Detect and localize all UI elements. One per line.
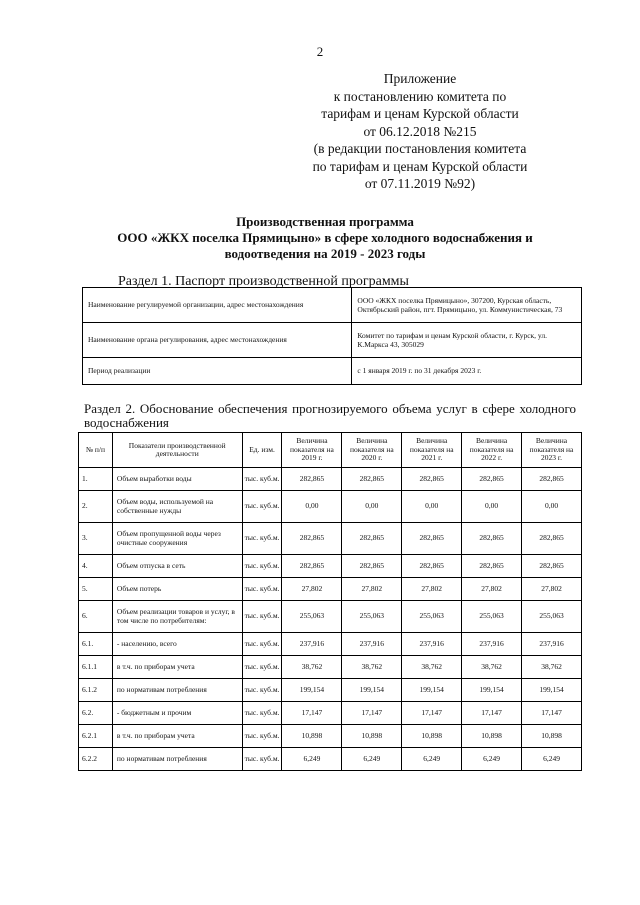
passport-label: Период реализации <box>83 358 352 385</box>
row-value-2023: 0,00 <box>522 491 582 523</box>
section-1-heading: Раздел 1. Паспорт производственной программы <box>118 274 409 289</box>
passport-value: ООО «ЖКХ поселка Прямицыно», 307200, Курская область, Октябрьский район, пгт. Прямицыно, ул. Коммунистическая, 73 <box>352 288 582 323</box>
row-indicator-name: по нормативам потребления <box>112 679 242 702</box>
table-row <box>79 633 582 656</box>
table-row <box>79 656 582 679</box>
row-value-2020: 282,865 <box>342 523 402 555</box>
row-value-2022: 17,147 <box>462 702 522 725</box>
appendix-line: от 07.11.2019 №92) <box>364 176 476 191</box>
row-indicator-name: - бюджетным и прочим <box>112 702 242 725</box>
row-unit: тыс. куб.м. <box>242 468 282 491</box>
row-unit: тыс. куб.м. <box>242 578 282 601</box>
title-line: Производственная программа <box>236 214 414 229</box>
table-row <box>79 601 582 633</box>
row-unit: тыс. куб.м. <box>242 491 282 523</box>
row-value-2021: 6,249 <box>402 748 462 771</box>
row-value-2023: 282,865 <box>522 523 582 555</box>
passport-row <box>83 288 582 323</box>
row-value-2020: 6,249 <box>342 748 402 771</box>
row-value-2021: 282,865 <box>402 555 462 578</box>
appendix-line: Приложение <box>383 71 457 86</box>
appendix-line: (в редакции постановления комитета <box>313 141 527 156</box>
row-value-2021: 17,147 <box>402 702 462 725</box>
row-unit: тыс. куб.м. <box>242 633 282 656</box>
passport-value: с 1 января 2019 г. по 31 декабря 2023 г. <box>352 358 582 385</box>
passport-value: Комитет по тарифам и ценам Курской области, г. Курск, ул. К.Маркса 43, 305029 <box>352 323 582 358</box>
row-value-2023: 255,063 <box>522 601 582 633</box>
production-table <box>78 432 582 771</box>
row-value-2021: 0,00 <box>402 491 462 523</box>
passport-table <box>82 287 582 385</box>
row-unit: тыс. куб.м. <box>242 601 282 633</box>
row-value-2022: 282,865 <box>462 468 522 491</box>
passport-label: Наименование органа регулирования, адрес местонахождения <box>83 323 352 358</box>
header-num: № п/п <box>79 433 113 468</box>
row-value-2022: 282,865 <box>462 523 522 555</box>
table-row <box>79 748 582 771</box>
row-value-2023: 38,762 <box>522 656 582 679</box>
title-line: водоотведения на 2019 - 2023 годы <box>224 246 426 261</box>
row-number: 6.1. <box>79 633 113 656</box>
row-number: 6.2.2 <box>79 748 113 771</box>
table-row <box>79 555 582 578</box>
appendix-block <box>275 70 565 193</box>
row-unit: тыс. куб.м. <box>242 555 282 578</box>
row-value-2019: 6,249 <box>282 748 342 771</box>
row-indicator-name: в т.ч. по приборам учета <box>112 725 242 748</box>
row-value-2019: 10,898 <box>282 725 342 748</box>
section-2-heading: Раздел 2. Обоснование обеспечения прогнозируемого объема услуг в сфере холодного водоснабжения <box>84 401 576 430</box>
row-number: 4. <box>79 555 113 578</box>
row-value-2019: 282,865 <box>282 555 342 578</box>
table-row <box>79 523 582 555</box>
row-value-2021: 282,865 <box>402 468 462 491</box>
row-number: 3. <box>79 523 113 555</box>
row-value-2020: 237,916 <box>342 633 402 656</box>
passport-row <box>83 358 582 385</box>
header-2023: Величина показателя на 2023 г. <box>522 433 582 468</box>
row-value-2021: 237,916 <box>402 633 462 656</box>
row-indicator-name: Объем реализации товаров и услуг, в том числе по потребителям: <box>112 601 242 633</box>
row-value-2023: 282,865 <box>522 555 582 578</box>
row-indicator-name: Объем выработки воды <box>112 468 242 491</box>
row-value-2022: 6,249 <box>462 748 522 771</box>
row-number: 6. <box>79 601 113 633</box>
row-value-2019: 38,762 <box>282 656 342 679</box>
row-value-2021: 38,762 <box>402 656 462 679</box>
row-unit: тыс. куб.м. <box>242 656 282 679</box>
row-unit: тыс. куб.м. <box>242 748 282 771</box>
header-2022: Величина показателя на 2022 г. <box>462 433 522 468</box>
appendix-line: тарифам и ценам Курской области <box>321 106 519 121</box>
table-row <box>79 725 582 748</box>
row-value-2021: 282,865 <box>402 523 462 555</box>
row-value-2019: 0,00 <box>282 491 342 523</box>
row-number: 6.2. <box>79 702 113 725</box>
row-indicator-name: в т.ч. по приборам учета <box>112 656 242 679</box>
row-value-2020: 255,063 <box>342 601 402 633</box>
appendix-line: от 06.12.2018 №215 <box>363 123 477 139</box>
document-title <box>60 214 590 262</box>
table-row <box>79 491 582 523</box>
row-indicator-name: - населению, всего <box>112 633 242 656</box>
table-row <box>79 679 582 702</box>
row-value-2021: 27,802 <box>402 578 462 601</box>
row-value-2020: 282,865 <box>342 468 402 491</box>
row-value-2020: 282,865 <box>342 555 402 578</box>
header-unit: Ед. изм. <box>242 433 282 468</box>
row-value-2021: 255,063 <box>402 601 462 633</box>
table-header-row <box>79 433 582 468</box>
row-value-2020: 27,802 <box>342 578 402 601</box>
header-name: Показатели производственной деятельности <box>112 433 242 468</box>
row-value-2019: 17,147 <box>282 702 342 725</box>
row-value-2023: 282,865 <box>522 468 582 491</box>
row-value-2022: 10,898 <box>462 725 522 748</box>
row-value-2019: 237,916 <box>282 633 342 656</box>
row-value-2023: 17,147 <box>522 702 582 725</box>
row-value-2020: 17,147 <box>342 702 402 725</box>
row-value-2020: 0,00 <box>342 491 402 523</box>
row-value-2020: 10,898 <box>342 725 402 748</box>
row-value-2019: 199,154 <box>282 679 342 702</box>
table-row <box>79 702 582 725</box>
title-line: ООО «ЖКХ поселка Прямицыно» в сфере холодного водоснабжения и <box>117 230 533 245</box>
row-number: 1. <box>79 468 113 491</box>
row-number: 5. <box>79 578 113 601</box>
appendix-line: по тарифам и ценам Курской области <box>312 158 528 174</box>
row-value-2022: 27,802 <box>462 578 522 601</box>
appendix-line: к постановлению комитета по <box>333 88 507 104</box>
row-value-2022: 38,762 <box>462 656 522 679</box>
row-number: 6.1.2 <box>79 679 113 702</box>
passport-row <box>83 323 582 358</box>
passport-label: Наименование регулируемой организации, адрес местонахождения <box>83 288 352 323</box>
row-value-2022: 255,063 <box>462 601 522 633</box>
row-value-2023: 237,916 <box>522 633 582 656</box>
row-indicator-name: Объем отпуска в сеть <box>112 555 242 578</box>
row-number: 6.1.1 <box>79 656 113 679</box>
table-row <box>79 578 582 601</box>
table-row <box>79 468 582 491</box>
row-unit: тыс. куб.м. <box>242 702 282 725</box>
row-value-2022: 282,865 <box>462 555 522 578</box>
header-2019: Величина показателя на 2019 г. <box>282 433 342 468</box>
row-value-2019: 27,802 <box>282 578 342 601</box>
row-indicator-name: Объем потерь <box>112 578 242 601</box>
row-unit: тыс. куб.м. <box>242 523 282 555</box>
page-number: 2 <box>316 44 324 59</box>
row-value-2021: 199,154 <box>402 679 462 702</box>
row-number: 2. <box>79 491 113 523</box>
row-indicator-name: Объем воды, используемой на собственные нужды <box>112 491 242 523</box>
row-value-2019: 255,063 <box>282 601 342 633</box>
row-value-2020: 38,762 <box>342 656 402 679</box>
row-value-2023: 10,898 <box>522 725 582 748</box>
row-value-2023: 199,154 <box>522 679 582 702</box>
row-value-2021: 10,898 <box>402 725 462 748</box>
row-indicator-name: Объем пропущенной воды через очистные сооружения <box>112 523 242 555</box>
header-2021: Величина показателя на 2021 г. <box>402 433 462 468</box>
row-value-2019: 282,865 <box>282 468 342 491</box>
row-value-2019: 282,865 <box>282 523 342 555</box>
row-unit: тыс. куб.м. <box>242 725 282 748</box>
row-value-2023: 6,249 <box>522 748 582 771</box>
row-value-2022: 237,916 <box>462 633 522 656</box>
row-value-2023: 27,802 <box>522 578 582 601</box>
table-body <box>79 468 582 771</box>
row-value-2022: 0,00 <box>462 491 522 523</box>
header-2020: Величина показателя на 2020 г. <box>342 433 402 468</box>
row-number: 6.2.1 <box>79 725 113 748</box>
row-unit: тыс. куб.м. <box>242 679 282 702</box>
row-value-2022: 199,154 <box>462 679 522 702</box>
row-indicator-name: по нормативам потребления <box>112 748 242 771</box>
row-value-2020: 199,154 <box>342 679 402 702</box>
